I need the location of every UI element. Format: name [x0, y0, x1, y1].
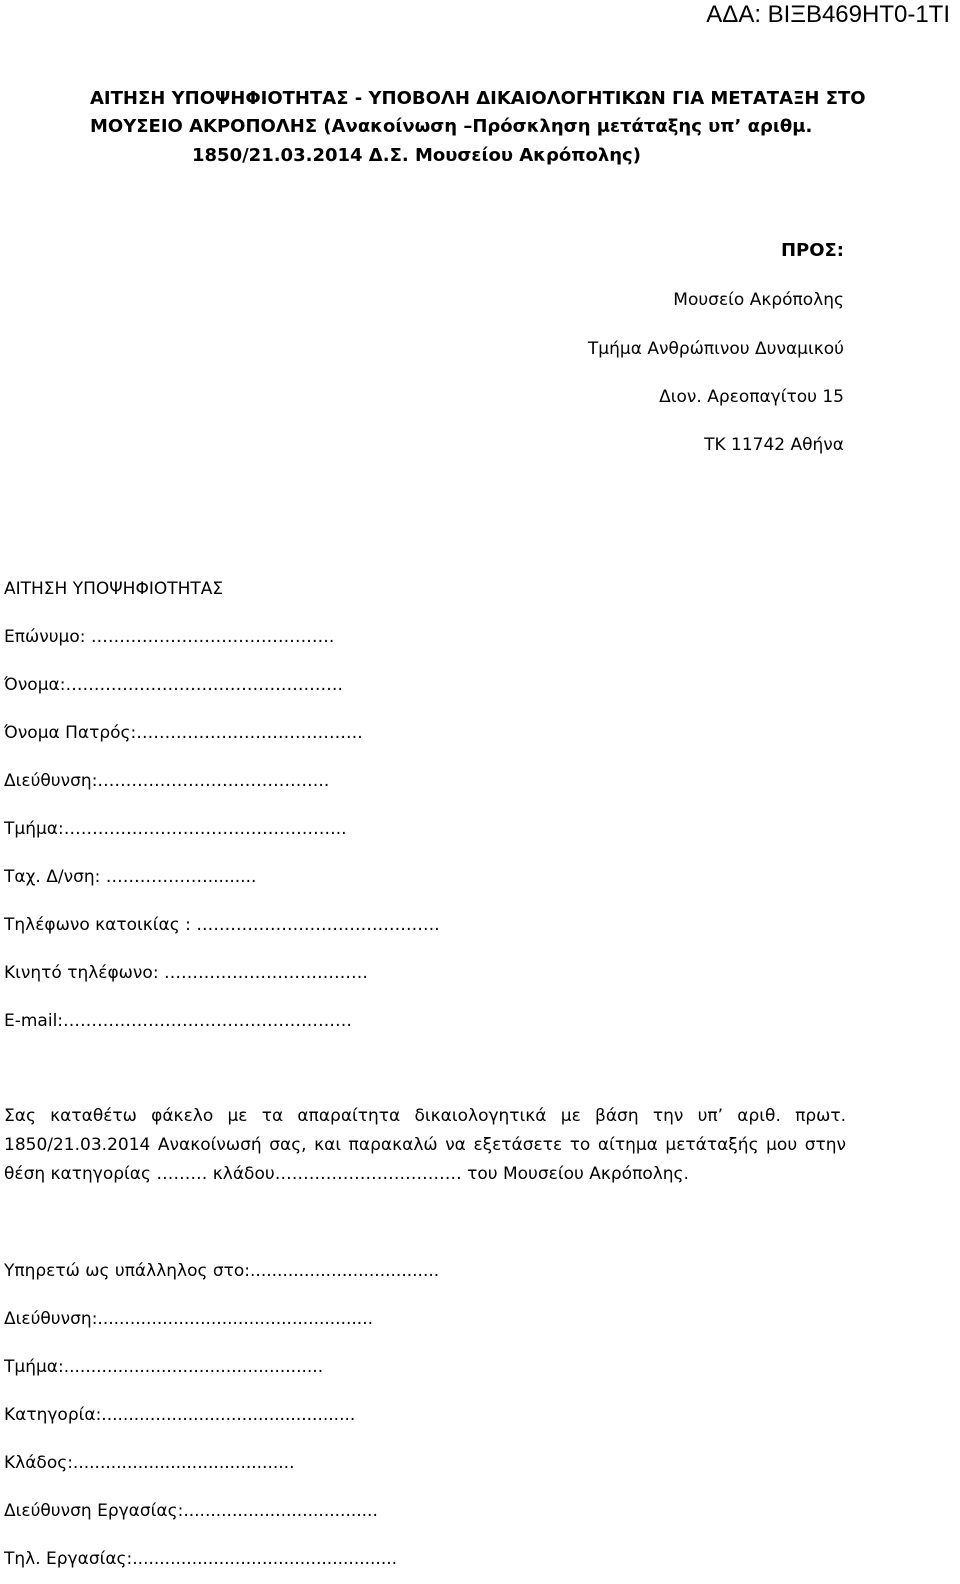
recipient-heading: ΠΡΟΣ:: [780, 240, 844, 261]
surname-field: Επώνυμο: …………………………………….: [4, 627, 335, 647]
body-line-1: Σας καταθέτω φάκελο με τα απαραίτητα δικαιολογητικά με βάση την υπ’ αριθ. πρωτ.: [4, 1106, 846, 1126]
recipient-department: Τμήμα Ανθρώπινου Δυναμικού: [587, 339, 844, 359]
body-paragraph: [4, 1105, 846, 1185]
work-section-field: Τμήμα:................................................: [4, 1357, 324, 1377]
postal-address-field: Ταχ. Δ/νση: ……………….........: [4, 867, 257, 887]
body-line-2: 1850/21.03.2014 Ανακοίνωσή σας, και παρακαλώ να εξετάσετε το αίτημα μετάταξής μου στην: [4, 1135, 846, 1155]
recipient-name: Μουσείο Ακρόπολης: [673, 290, 844, 310]
title-line-1: ΑΙΤΗΣΗ ΥΠΟΨΗΦΙΟΤΗΤΑΣ - ΥΠΟΒΟΛΗ ΔΙΚΑΙΟΛΟΓΗΤΙΚΩΝ ΓΙΑ ΜΕΤΑΤΑΞΗ ΣΤΟ: [90, 88, 866, 109]
fathername-field: Όνομα Πατρός:………………………………….: [4, 723, 363, 743]
firstname-field: Όνομα:………………………………………….: [4, 675, 343, 695]
work-directorate-field: Διεύθυνση:...................................................: [4, 1309, 374, 1329]
title-line-2: ΜΟΥΣΕΙΟ ΑΚΡΟΠΟΛΗΣ (Ανακοίνωση –Πρόσκληση μετάταξης υπ’ αριθμ.: [90, 116, 813, 137]
work-phone-field: Τηλ. Εργασίας:.................................................: [4, 1549, 398, 1569]
recipient-street: Διον. Αρεοπαγίτου 15: [659, 387, 844, 407]
body-line-3: θέση κατηγορίας ……… κλάδου…………………………… του Μουσείου Ακρόπολης.: [4, 1164, 689, 1184]
email-field: E-mail:……………………………………………: [4, 1011, 353, 1031]
directorate-field: Διεύθυνση:…………………………………..: [4, 771, 330, 791]
home-phone-field: Τηλέφωνο κατοικίας : …………………………………….: [4, 915, 440, 935]
work-address-field: Διεύθυνση Εργασίας:....................................: [4, 1501, 378, 1521]
section-field: Τμήμα:…………………………………………..: [4, 819, 347, 839]
branch-field: Κλάδος:.........................................: [4, 1453, 295, 1473]
employer-field: Υπηρετώ ως υπάλληλος στο:...................................: [4, 1261, 440, 1281]
recipient-city: ΤΚ 11742 Αθήνα: [704, 435, 844, 455]
title-line-3: 1850/21.03.2014 Δ.Σ. Μουσείου Ακρόπολης): [192, 145, 641, 166]
mobile-phone-field: Κινητό τηλέφωνο: ………………………………: [4, 963, 368, 983]
application-heading: ΑΙΤΗΣΗ ΥΠΟΨΗΦΙΟΤΗΤΑΣ: [4, 579, 224, 599]
category-field: Κατηγορία:...............................................: [4, 1405, 356, 1425]
ada-code: ΑΔΑ: ΒΙΞΒ469ΗΤ0-1ΤΙ: [706, 1, 950, 28]
